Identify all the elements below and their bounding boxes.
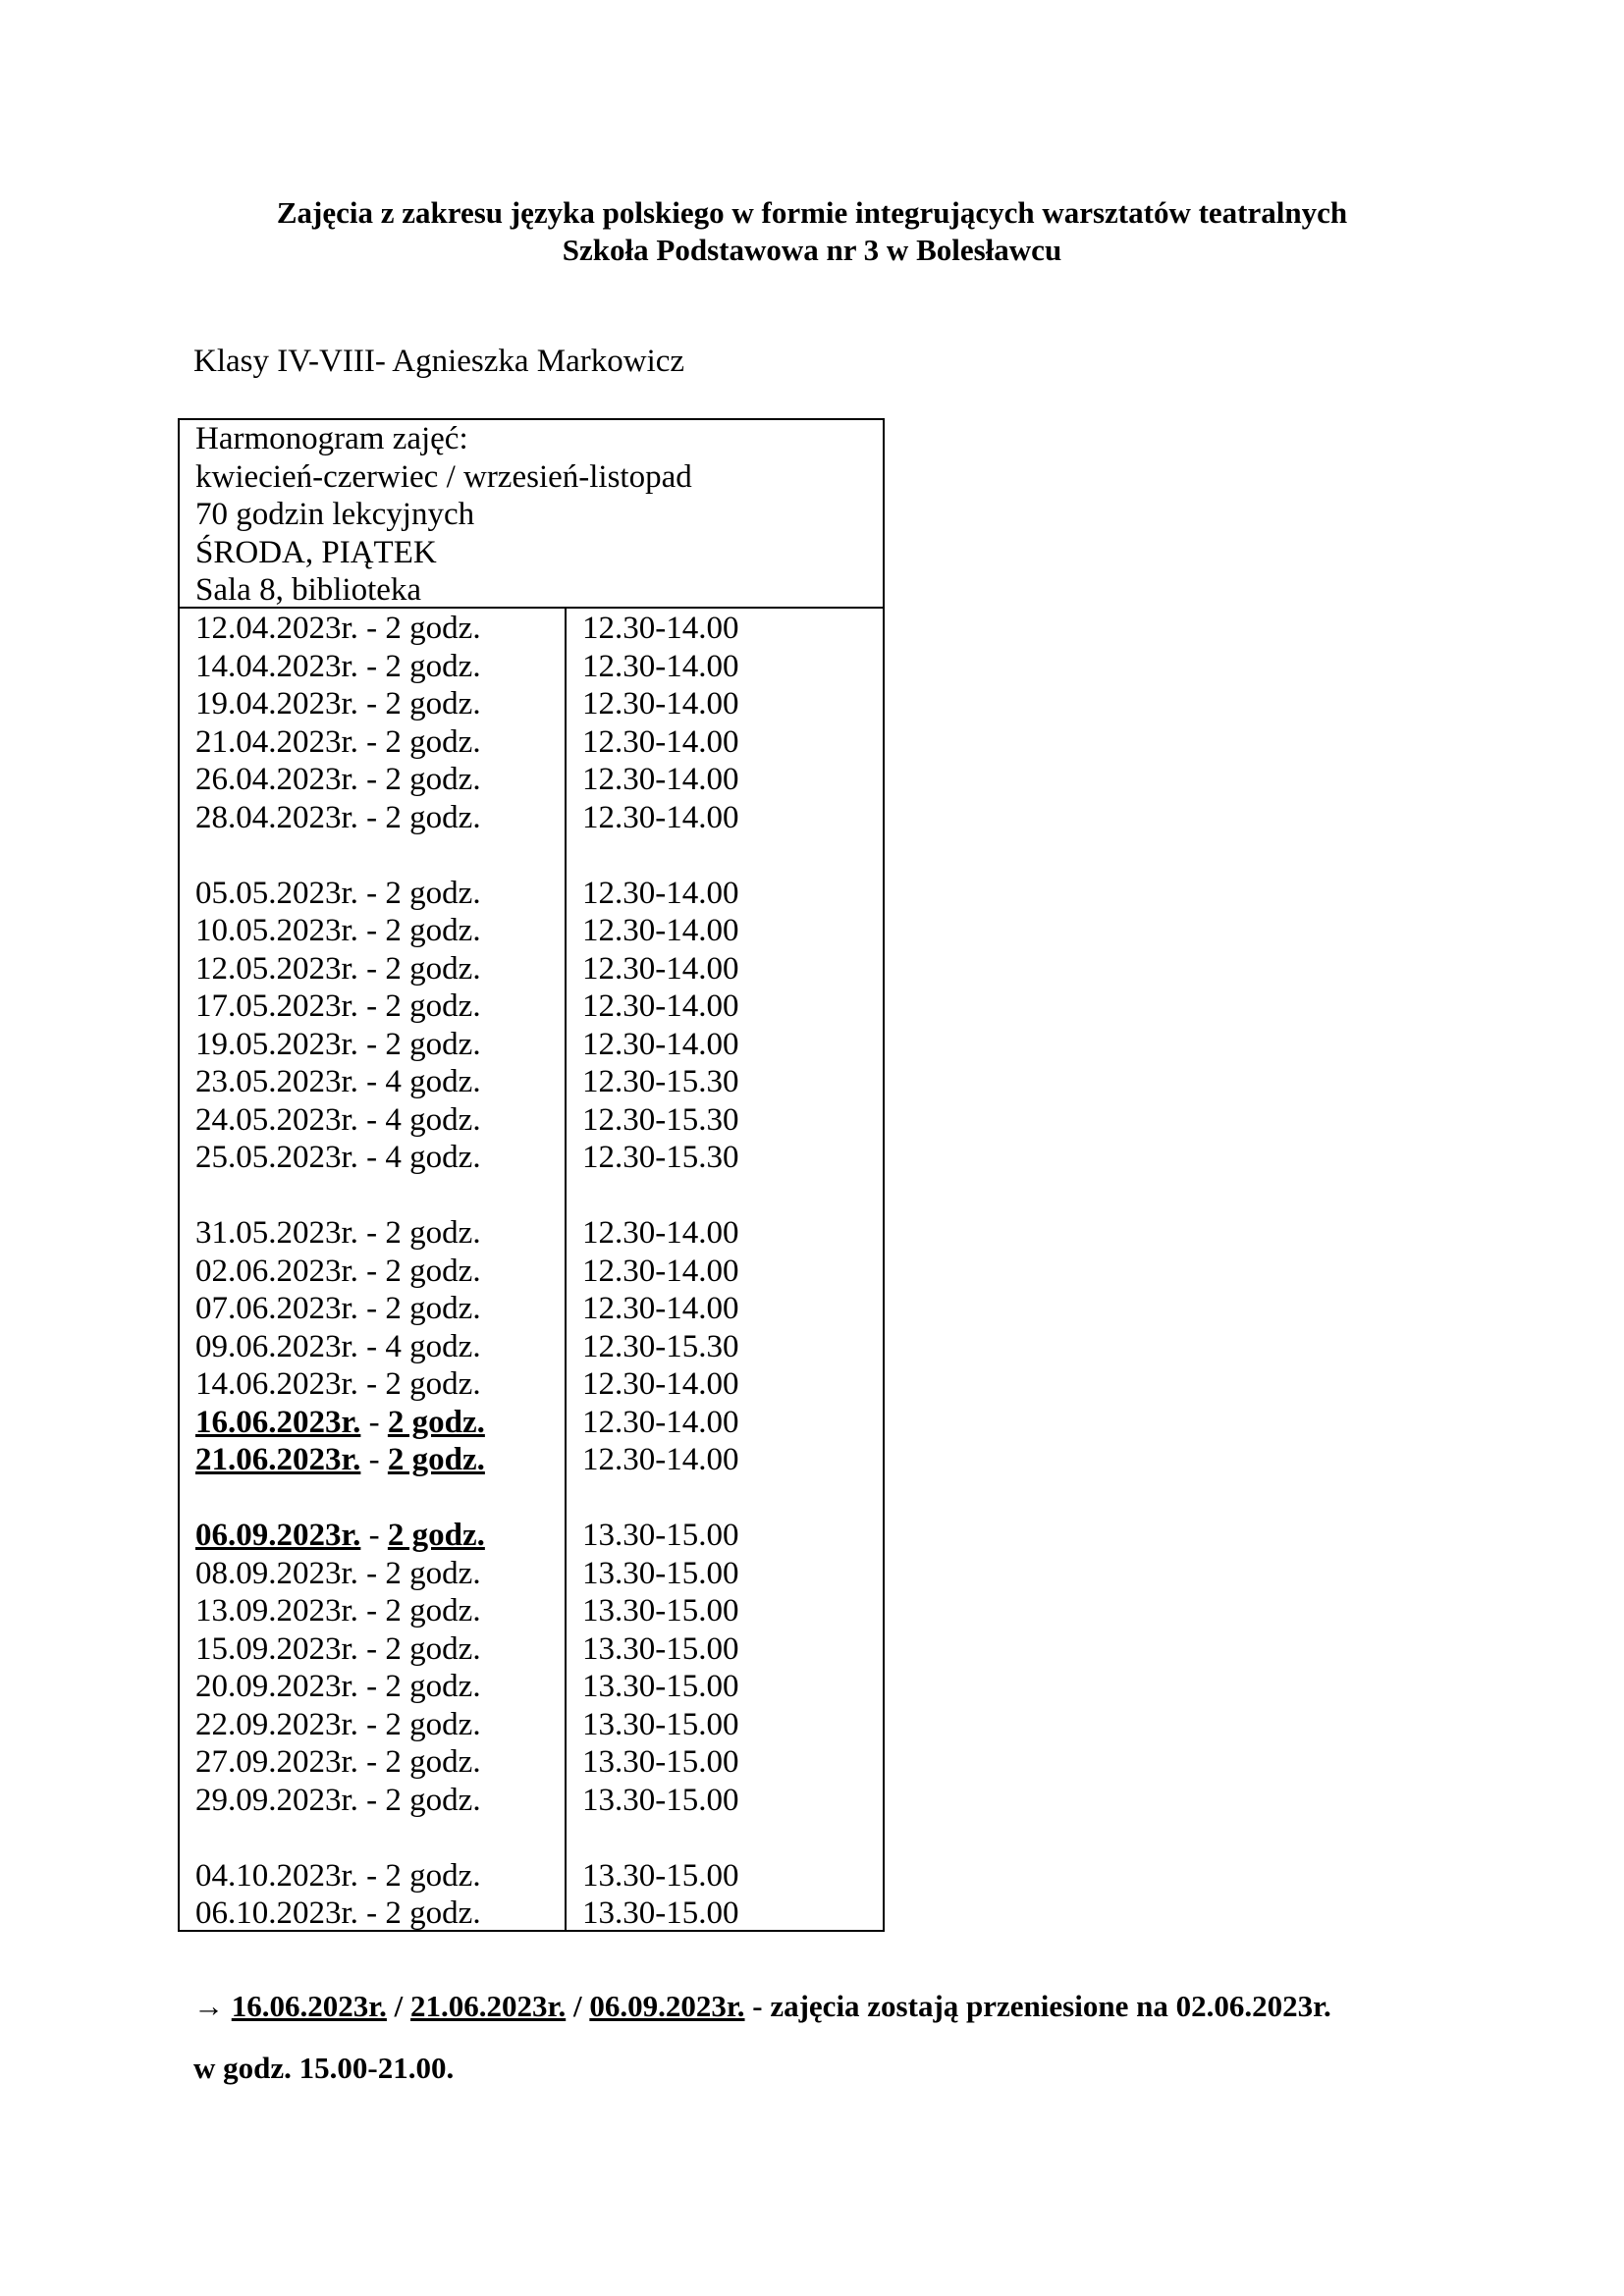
reschedule-note [193,1987,1331,2026]
session-time: 12.30-14.00 [582,611,739,646]
session-date-value: 26.04.2023r. [195,762,358,797]
session-date: 21.06.2023r. - 2 godz. [195,1442,485,1477]
session-hours: 2 godz. [385,1593,481,1629]
note-separator: / [386,1989,411,2023]
session-hours: 2 godz. [385,875,481,911]
session-date: 24.05.2023r. - 4 godz. [195,1101,481,1138]
table-row [180,1365,883,1404]
session-date-value: 23.05.2023r. [195,1064,358,1099]
session-hours: 2 godz. [385,1782,481,1818]
session-date-value: 07.06.2023r. [195,1291,358,1326]
schedule-header-line: Sala 8, biblioteka [195,572,422,608]
session-date: 29.09.2023r. - 2 godz. [195,1782,481,1818]
table-row [180,1214,883,1253]
session-date-value: 12.05.2023r. [195,950,358,987]
session-date-value: 02.06.2023r. [195,1253,358,1289]
session-date-value: 06.10.2023r. [195,1896,358,1931]
table-row [180,1404,883,1442]
session-date: 16.06.2023r. - 2 godz. [195,1404,485,1440]
table-row [180,1139,883,1177]
session-hours: 2 godz. [385,1744,481,1780]
session-date: 21.04.2023r. - 2 godz. [195,723,481,760]
session-date: 04.10.2023r. - 2 godz. [195,1857,481,1894]
session-date-value: 09.06.2023r. [195,1328,358,1364]
table-row [180,685,883,723]
session-hours: 2 godz. [385,1896,481,1931]
session-date-value: 12.04.2023r. [195,611,358,646]
session-date-value: 25.05.2023r. [195,1140,358,1175]
session-time: 12.30-15.30 [582,1328,739,1364]
class-teacher-line: Klasy IV-VIII- Agnieszka Markowicz [193,344,685,379]
schedule-header-line: kwiecień-czerwiec / wrzesień-listopad [195,458,692,495]
session-hours: 2 godz. [385,1857,481,1894]
note-separator: / [566,1989,590,2023]
session-time: 12.30-14.00 [582,875,739,911]
table-row [180,1253,883,1291]
school-name: Szkoła Podstawowa nr 3 w Bolesławcu [562,233,1062,267]
session-date: 14.06.2023r. - 2 godz. [195,1366,481,1402]
session-time: 12.30-14.00 [582,1366,739,1402]
session-hours: 2 godz. [385,723,481,760]
session-date: 26.04.2023r. - 2 godz. [195,762,481,797]
session-hours: 4 godz. [385,1064,481,1099]
table-row [180,1555,883,1593]
session-hours: 2 godz. [387,1518,485,1553]
table-row [180,1592,883,1630]
session-date-value: 24.05.2023r. [195,1101,358,1138]
schedule-table [178,418,885,1932]
session-hours: 2 godz. [387,1442,485,1477]
session-hours: 2 godz. [385,648,481,684]
session-date: 28.04.2023r. - 2 godz. [195,799,481,835]
table-row [180,1782,883,1820]
table-row [180,875,883,913]
session-time: 13.30-15.00 [582,1669,739,1704]
session-time: 12.30-14.00 [582,1215,739,1251]
note-date: 21.06.2023r. [410,1989,567,2023]
session-date: 14.04.2023r. - 2 godz. [195,648,481,684]
session-hours: 2 godz. [385,1291,481,1326]
table-row [180,988,883,1026]
table-row [180,723,883,762]
session-hours: 4 godz. [385,1140,481,1175]
table-row [180,1743,883,1782]
session-date-value: 14.06.2023r. [195,1366,358,1402]
session-date: 22.09.2023r. - 2 godz. [195,1706,481,1742]
table-row [180,950,883,988]
session-date: 05.05.2023r. - 2 godz. [195,875,481,911]
session-date-value: 21.04.2023r. [195,723,358,760]
table-row [180,1895,883,1933]
session-time: 13.30-15.00 [582,1857,739,1894]
session-date: 02.06.2023r. - 2 godz. [195,1253,481,1289]
session-time: 13.30-15.00 [582,1555,739,1591]
reschedule-note-hours: w godz. 15.00-21.00. [193,2051,455,2085]
session-date: 31.05.2023r. - 2 godz. [195,1215,481,1251]
session-date: 19.04.2023r. - 2 godz. [195,686,481,721]
session-time: 13.30-15.00 [582,1896,739,1931]
table-row [180,1630,883,1669]
table-row [180,1517,883,1555]
session-hours: 2 godz. [385,686,481,721]
session-hours: 2 godz. [385,762,481,797]
session-date: 12.04.2023r. - 2 godz. [195,611,481,646]
session-date-value: 13.09.2023r. [195,1593,358,1629]
session-hours: 2 godz. [385,1253,481,1289]
session-date-value: 27.09.2023r. [195,1744,358,1780]
session-time: 12.30-14.00 [582,988,739,1024]
session-date-value: 21.06.2023r. [195,1442,361,1477]
session-time: 13.30-15.00 [582,1744,739,1780]
table-row [180,1857,883,1896]
table-row [180,1328,883,1366]
session-date: 06.09.2023r. - 2 godz. [195,1518,485,1553]
session-date-value: 15.09.2023r. [195,1630,358,1667]
session-time: 12.30-14.00 [582,1026,739,1062]
session-time: 12.30-14.00 [582,1442,739,1477]
session-hours: 2 godz. [385,1706,481,1742]
session-time: 12.30-14.00 [582,1291,739,1326]
session-time: 13.30-15.00 [582,1782,739,1818]
session-date-value: 31.05.2023r. [195,1215,358,1251]
session-date: 19.05.2023r. - 2 godz. [195,1026,481,1062]
schedule-header-line: ŚRODA, PIĄTEK [195,534,437,570]
table-row [180,1668,883,1706]
session-time: 12.30-15.30 [582,1140,739,1175]
note-date: 06.09.2023r. [589,1989,745,2023]
session-date: 13.09.2023r. - 2 godz. [195,1593,481,1629]
session-hours: 2 godz. [385,1366,481,1402]
session-date: 06.10.2023r. - 2 godz. [195,1896,481,1931]
session-hours: 2 godz. [385,1215,481,1251]
session-date: 20.09.2023r. - 2 godz. [195,1669,481,1704]
session-hours: 2 godz. [385,1630,481,1667]
note-date: 16.06.2023r. [231,1989,387,2023]
arrow-icon: → [193,1989,224,2023]
session-time: 13.30-15.00 [582,1630,739,1667]
session-date-value: 28.04.2023r. [195,799,358,835]
session-time: 13.30-15.00 [582,1518,739,1553]
schedule-header-line: Harmonogram zajęć: [195,421,468,456]
session-hours: 2 godz. [385,950,481,987]
session-hours: 2 godz. [387,1404,485,1440]
table-row [180,799,883,837]
session-date-value: 29.09.2023r. [195,1782,358,1818]
session-date-value: 14.04.2023r. [195,648,358,684]
session-hours: 2 godz. [385,1669,481,1704]
table-row [180,648,883,686]
table-row [180,1290,883,1328]
session-date-value: 10.05.2023r. [195,913,358,948]
session-date: 08.09.2023r. - 2 godz. [195,1555,481,1591]
table-row [180,1101,883,1140]
session-date: 09.06.2023r. - 4 godz. [195,1328,481,1364]
session-time: 12.30-14.00 [582,913,739,948]
session-date-value: 19.05.2023r. [195,1026,358,1062]
table-row [180,912,883,950]
session-time: 12.30-14.00 [582,1253,739,1289]
session-time: 12.30-14.00 [582,799,739,835]
session-time: 13.30-15.00 [582,1706,739,1742]
session-date: 23.05.2023r. - 4 godz. [195,1064,481,1099]
session-time: 12.30-14.00 [582,762,739,797]
session-hours: 2 godz. [385,1026,481,1062]
session-time: 12.30-15.30 [582,1064,739,1099]
session-time: 12.30-14.00 [582,1404,739,1440]
session-time: 12.30-14.00 [582,648,739,684]
session-date: 27.09.2023r. - 2 godz. [195,1744,481,1780]
table-row [180,761,883,799]
session-date-value: 05.05.2023r. [195,875,358,911]
session-hours: 2 godz. [385,988,481,1024]
session-date-value: 04.10.2023r. [195,1857,358,1894]
session-date: 10.05.2023r. - 2 godz. [195,913,481,948]
session-date: 25.05.2023r. - 4 godz. [195,1140,481,1175]
schedule-header-line: 70 godzin lekcyjnych [195,497,475,532]
session-date-value: 08.09.2023r. [195,1555,358,1591]
table-row [180,1706,883,1744]
session-time: 12.30-15.30 [582,1101,739,1138]
session-time: 13.30-15.00 [582,1593,739,1629]
session-hours: 2 godz. [385,799,481,835]
session-date-value: 06.09.2023r. [195,1518,361,1553]
session-date-value: 20.09.2023r. [195,1669,358,1704]
session-date: 07.06.2023r. - 2 godz. [195,1291,481,1326]
session-date-value: 22.09.2023r. [195,1706,358,1742]
session-date-value: 16.06.2023r. [195,1404,361,1440]
session-date: 12.05.2023r. - 2 godz. [195,950,481,987]
session-time: 12.30-14.00 [582,686,739,721]
session-time: 12.30-14.00 [582,723,739,760]
table-row [180,1063,883,1101]
session-hours: 2 godz. [385,611,481,646]
session-hours: 4 godz. [385,1101,481,1138]
session-date-value: 19.04.2023r. [195,686,358,721]
session-hours: 2 godz. [385,1555,481,1591]
session-hours: 4 godz. [385,1328,481,1364]
document-title: Zajęcia z zakresu języka polskiego w formie integrujących warsztatów teatralnych [276,195,1348,230]
schedule-header [180,420,883,609]
table-row [180,610,883,648]
session-date-value: 17.05.2023r. [195,988,358,1024]
table-row [180,1441,883,1479]
session-date: 15.09.2023r. - 2 godz. [195,1630,481,1667]
table-row [180,1026,883,1064]
session-date: 17.05.2023r. - 2 godz. [195,988,481,1024]
session-time: 12.30-14.00 [582,950,739,987]
session-hours: 2 godz. [385,913,481,948]
note-text: - zajęcia zostają przeniesione na 02.06.2023r. [744,1989,1331,2023]
